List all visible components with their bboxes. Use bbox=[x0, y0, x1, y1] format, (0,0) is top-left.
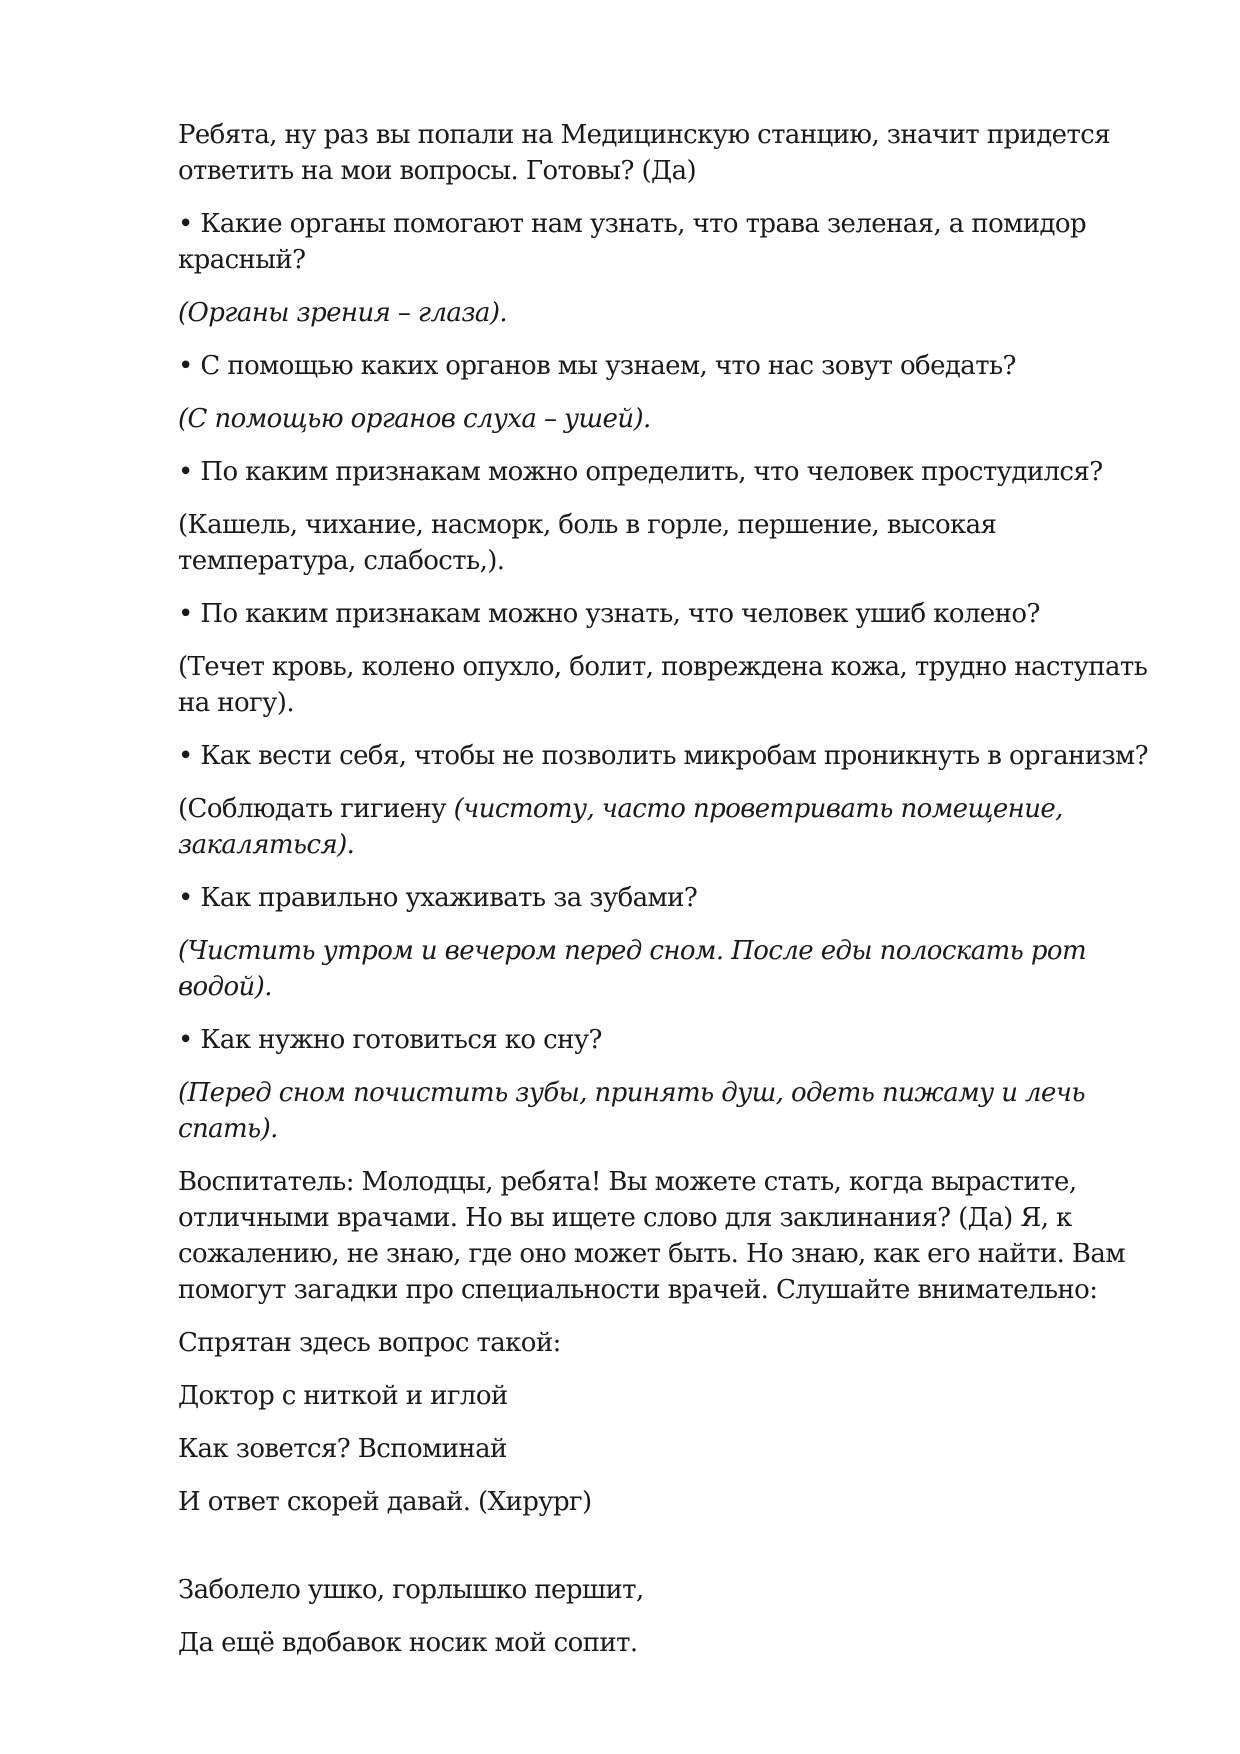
answer-knee: (Течет кровь, колено опухло, болит, повреждена кожа, трудно наступать на ногу). bbox=[178, 652, 1148, 718]
riddle1-line4: И ответ скорей давай. (Хирург) bbox=[178, 1487, 592, 1517]
riddle1-line3: Как зовется? Вспоминай bbox=[178, 1434, 507, 1464]
answer-cold: (Кашель, чихание, насморк, боль в горле, першение, высокая температура, слабость,). bbox=[178, 510, 997, 576]
riddle1-line2: Доктор с ниткой и иглой bbox=[178, 1381, 508, 1411]
answer-microbes-upright: (Соблюдать гигиену bbox=[178, 794, 454, 824]
answer-teeth: (Чистить утром и вечером перед сном. После еды полоскать рот водой). bbox=[178, 936, 1087, 1002]
answer-ears: (С помощью органов слуха – ушей). bbox=[178, 404, 651, 434]
answer-eyes: (Органы зрения – глаза). bbox=[178, 298, 508, 328]
question-microbes: • Как вести себя, чтобы не позволить микробам проникнуть в организм? bbox=[178, 741, 1148, 771]
intro-paragraph: Ребята, ну раз вы попали на Медицинскую станцию, значит придется ответить на мои вопросы. Готовы? (Да) bbox=[178, 120, 1110, 186]
riddle2-line2: Да ещё вдобавок носик мой сопит. bbox=[178, 1628, 638, 1658]
question-eyes: • Какие органы помогают нам узнать, что трава зеленая, а помидор красный? bbox=[178, 209, 1086, 275]
answer-microbes bbox=[178, 791, 1158, 863]
question-ears: • С помощью каких органов мы узнаем, что нас зовут обедать? bbox=[178, 351, 1016, 381]
question-teeth: • Как правильно ухаживать за зубами? bbox=[178, 883, 698, 913]
question-knee: • По каким признакам можно узнать, что человек ушиб колено? bbox=[178, 599, 1040, 629]
riddle1-line1: Спрятан здесь вопрос такой: bbox=[178, 1328, 561, 1358]
riddle2-line1: Заболело ушко, горлышко першит, bbox=[178, 1575, 644, 1605]
document-body bbox=[178, 117, 1158, 1678]
teacher-paragraph: Воспитатель: Молодцы, ребята! Вы можете стать, когда вырастите, отличными врачами. Но вы ищете слово для заклинания? (Да) Я, к сожалению, не знаю, где оно может быть. Но знаю, как его найти. Вам помогут загадки про специальности врачей. Слушайте внимательно: bbox=[178, 1167, 1125, 1305]
answer-sleep: (Перед сном почистить зубы, принять душ, одеть пижаму и лечь спать). bbox=[178, 1078, 1085, 1144]
question-sleep: • Как нужно готовиться ко сну? bbox=[178, 1025, 602, 1055]
question-cold: • По каким признакам можно определить, что человек простудился? bbox=[178, 457, 1103, 487]
answer-microbes-italic: (чистоту, часто проветривать помещение, закаляться). bbox=[178, 794, 1063, 860]
